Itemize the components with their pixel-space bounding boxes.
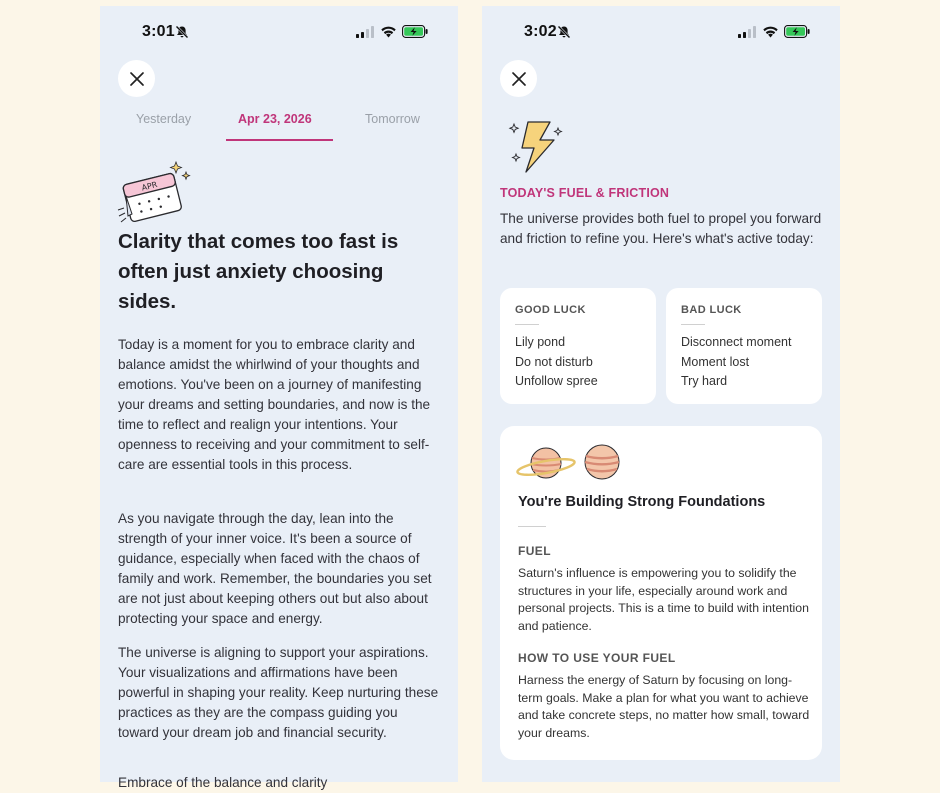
reading-paragraph: Embrace of the balance and clarity — [118, 775, 328, 790]
date-navigation — [100, 110, 458, 142]
calendar-month-label: APR — [140, 180, 159, 193]
planets-illustration — [516, 442, 626, 484]
fuel-label: FUEL — [518, 544, 551, 558]
bad-luck-title: BAD LUCK — [681, 304, 742, 316]
list-item: Moment lost — [681, 354, 750, 369]
reading-paragraph: The universe is aligning to support your aspirations. Your visualizations and affirmations have been powerful in shaping your reality. Keep nurturing these practices as they are the compass guiding you toward your dream job and financial security. — [118, 645, 439, 740]
tab-yesterday[interactable]: Yesterday — [136, 112, 192, 126]
list-item: Lily pond — [515, 335, 566, 349]
status-time: 3:01 — [142, 23, 175, 40]
bell-slash-icon — [175, 25, 189, 39]
fuel-card-headline: You're Building Strong Foundations — [518, 494, 766, 510]
section-title: TODAY'S FUEL & FRICTION — [500, 186, 670, 200]
wifi-icon — [762, 25, 779, 38]
how-to-use-label: HOW TO USE YOUR FUEL — [518, 651, 676, 665]
good-luck-list — [515, 333, 598, 392]
section-intro: The universe provides both fuel to propel you forward and friction to refine you. Here's what's active today: — [500, 211, 822, 246]
list-item: Unfollow spree — [515, 374, 598, 388]
battery-charging-icon — [784, 25, 810, 38]
divider — [518, 526, 546, 527]
page-headline: Clarity that comes too fast is often just anxiety choosing sides. — [118, 230, 399, 313]
close-icon — [130, 72, 144, 86]
battery-charging-icon — [402, 25, 428, 38]
status-time: 3:02 — [524, 23, 557, 40]
list-item: Do not disturb — [515, 354, 593, 369]
close-button[interactable] — [118, 60, 155, 97]
active-tab-indicator — [226, 139, 333, 141]
good-luck-card — [500, 288, 656, 404]
calendar-illustration — [116, 160, 192, 224]
bad-luck-list — [681, 333, 791, 392]
status-bar — [100, 6, 458, 60]
divider — [515, 324, 539, 325]
close-icon — [512, 72, 526, 86]
fuel-description: Saturn's influence is empowering you to solidify the structures in your life, especially around work and personal projects. This is a time to build with intention and patience. — [518, 566, 809, 633]
daily-reading-screen — [100, 6, 458, 790]
cellular-signal-icon — [738, 26, 756, 38]
good-luck-title: GOOD LUCK — [515, 304, 586, 316]
bad-luck-card — [666, 288, 822, 404]
close-button[interactable] — [500, 60, 537, 97]
cellular-signal-icon — [356, 26, 374, 38]
bell-slash-icon — [557, 25, 571, 39]
reading-paragraph: As you navigate through the day, lean into the strength of your inner voice. It's been a source of guidance, especially when faced with the chaos of family and work. Remember, the boundaries you set are not just about keeping others out but also about protecting your space and energy. — [118, 511, 432, 626]
lightning-bolt-illustration — [508, 118, 564, 176]
list-item: Disconnect moment — [681, 335, 792, 349]
how-to-use-description: Harness the energy of Saturn by focusing on long-term goals. Make a plan for what you want to achieve and take concrete steps, no matter how small, toward your dreams. — [518, 673, 810, 740]
tab-current-date[interactable]: Apr 23, 2026 — [238, 112, 312, 126]
fuel-card — [500, 426, 822, 760]
wifi-icon — [380, 25, 397, 38]
status-bar — [482, 6, 840, 60]
fuel-friction-screen — [482, 6, 840, 782]
divider — [681, 324, 705, 325]
list-item: Try hard — [681, 374, 728, 388]
reading-paragraph: Today is a moment for you to embrace clarity and balance amidst the whirlwind of your thoughts and emotions. You've been on a journey of manifesting your dreams and setting boundaries, and now is the time to reflect and realign your intentions. Your openness to receiving and your commitment to self-care are essential tools in this process. — [118, 337, 431, 472]
tab-tomorrow[interactable]: Tomorrow — [365, 112, 420, 126]
